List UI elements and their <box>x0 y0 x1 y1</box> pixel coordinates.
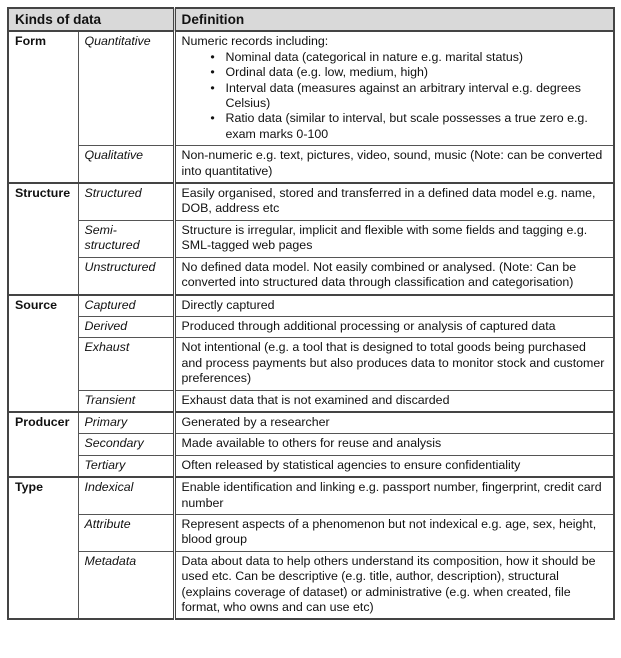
table-row <box>8 434 614 455</box>
definition-cell <box>174 390 614 412</box>
kind-label: Structured <box>78 183 174 220</box>
definition-text: Enable identification and linking e.g. passport number, fingerprint, credit card number <box>181 480 602 510</box>
kind-label: Tertiary <box>78 455 174 477</box>
kind-label: Secondary <box>78 434 174 455</box>
kinds-header: Kinds of data <box>8 8 174 31</box>
definition-cell <box>174 514 614 551</box>
table-row <box>8 551 614 619</box>
table-row <box>8 31 614 145</box>
bullet-text: Ordinal data (e.g. low, medium, high) <box>225 65 428 80</box>
table-row <box>8 514 614 551</box>
definition-cell <box>174 477 614 514</box>
list-item <box>206 50 610 65</box>
definition-text: Exhaust data that is not examined and discarded <box>181 392 450 407</box>
definition-text: Not intentional (e.g. a tool that is designed to total goods being purchased and process payments but also produces data to monitor stock and customer preferences) <box>181 340 605 386</box>
kind-label: Semi-structured <box>78 220 174 257</box>
table-row <box>8 295 614 317</box>
definition-text: Non-numeric e.g. text, pictures, video, sound, music (Note: can be converted into quantitative) <box>181 148 603 178</box>
kind-label: Quantitative <box>78 31 174 145</box>
group-label: Structure <box>8 183 78 294</box>
table-row <box>8 257 614 294</box>
group-label: Type <box>8 477 78 619</box>
table-body <box>8 31 614 619</box>
definition-cell <box>174 434 614 455</box>
definition-text: No defined data model. Not easily combined or analysed. (Note: Can be converted into structured data through classification and categorisation) <box>181 259 577 290</box>
definition-cell <box>174 338 614 390</box>
kind-label: Unstructured <box>78 257 174 294</box>
table-row <box>8 146 614 183</box>
group-label: Producer <box>8 412 78 477</box>
definition-text: Made available to others for reuse and analysis <box>181 436 442 451</box>
definition-text: Data about data to help others understand its composition, how it should be used etc. Can be descriptive (e.g. title, author, description), structural (explains coverage of dataset) or administrative (e.g. when created, file format, who owns and can use etc) <box>181 553 596 614</box>
kinds-of-data-table-container <box>7 7 613 620</box>
table-row <box>8 183 614 220</box>
definition-cell <box>174 551 614 619</box>
kind-label: Indexical <box>78 477 174 514</box>
definition-cell <box>174 455 614 477</box>
kind-label: Exhaust <box>78 338 174 390</box>
definition-cell <box>174 31 614 145</box>
list-item <box>206 81 610 112</box>
kind-label: Transient <box>78 390 174 412</box>
definition-header: Definition <box>174 8 614 31</box>
kinds-of-data-table <box>7 7 615 620</box>
table-row <box>8 220 614 257</box>
definition-cell <box>174 295 614 317</box>
kind-label: Metadata <box>78 551 174 619</box>
definition-cell <box>174 183 614 220</box>
kind-label: Attribute <box>78 514 174 551</box>
kind-label: Primary <box>78 412 174 434</box>
table-row <box>8 412 614 434</box>
table-row <box>8 477 614 514</box>
kind-label: Qualitative <box>78 146 174 183</box>
definition-cell <box>174 257 614 294</box>
definition-text: Often released by statistical agencies to ensure confidentiality <box>181 457 521 472</box>
definition-cell <box>174 146 614 183</box>
definition-text: Structure is irregular, implicit and flexible with some fields and tagging e.g. SML-tagged web pages <box>181 222 588 253</box>
table-row <box>8 390 614 412</box>
bullet-text: Nominal data (categorical in nature e.g. marital status) <box>225 49 524 64</box>
definition-text: Generated by a researcher <box>181 414 330 429</box>
definition-text: Directly captured <box>181 297 275 312</box>
bullet-text: Ratio data (similar to interval, but scale possesses a true zero e.g. exam marks 0-100 <box>225 111 588 141</box>
definition-cell <box>174 220 614 257</box>
bullet-icon: • <box>210 49 215 64</box>
table-row <box>8 316 614 337</box>
bullet-icon: • <box>210 111 215 126</box>
kind-label: Captured <box>78 295 174 317</box>
table-row <box>8 455 614 477</box>
bullet-text: Interval data (measures against an arbitrary interval e.g. degrees Celsius) <box>225 80 581 111</box>
table-row <box>8 338 614 390</box>
definition-cell <box>174 316 614 337</box>
list-item <box>206 65 610 80</box>
definition-bullet-list <box>182 50 610 142</box>
group-label: Form <box>8 31 78 183</box>
definition-text: Numeric records including: <box>181 34 329 49</box>
bullet-icon: • <box>210 80 215 95</box>
definition-cell <box>174 412 614 434</box>
kind-label: Derived <box>78 316 174 337</box>
bullet-icon: • <box>210 65 215 80</box>
definition-text: Produced through additional processing or analysis of captured data <box>181 318 556 333</box>
definition-text: Easily organised, stored and transferred in a defined data model e.g. name, DOB, address etc <box>181 186 596 216</box>
definition-text: Represent aspects of a phenomenon but not indexical e.g. age, sex, height, blood group <box>181 516 597 547</box>
list-item <box>206 111 610 142</box>
group-label: Source <box>8 295 78 412</box>
table-header-row <box>8 8 614 31</box>
